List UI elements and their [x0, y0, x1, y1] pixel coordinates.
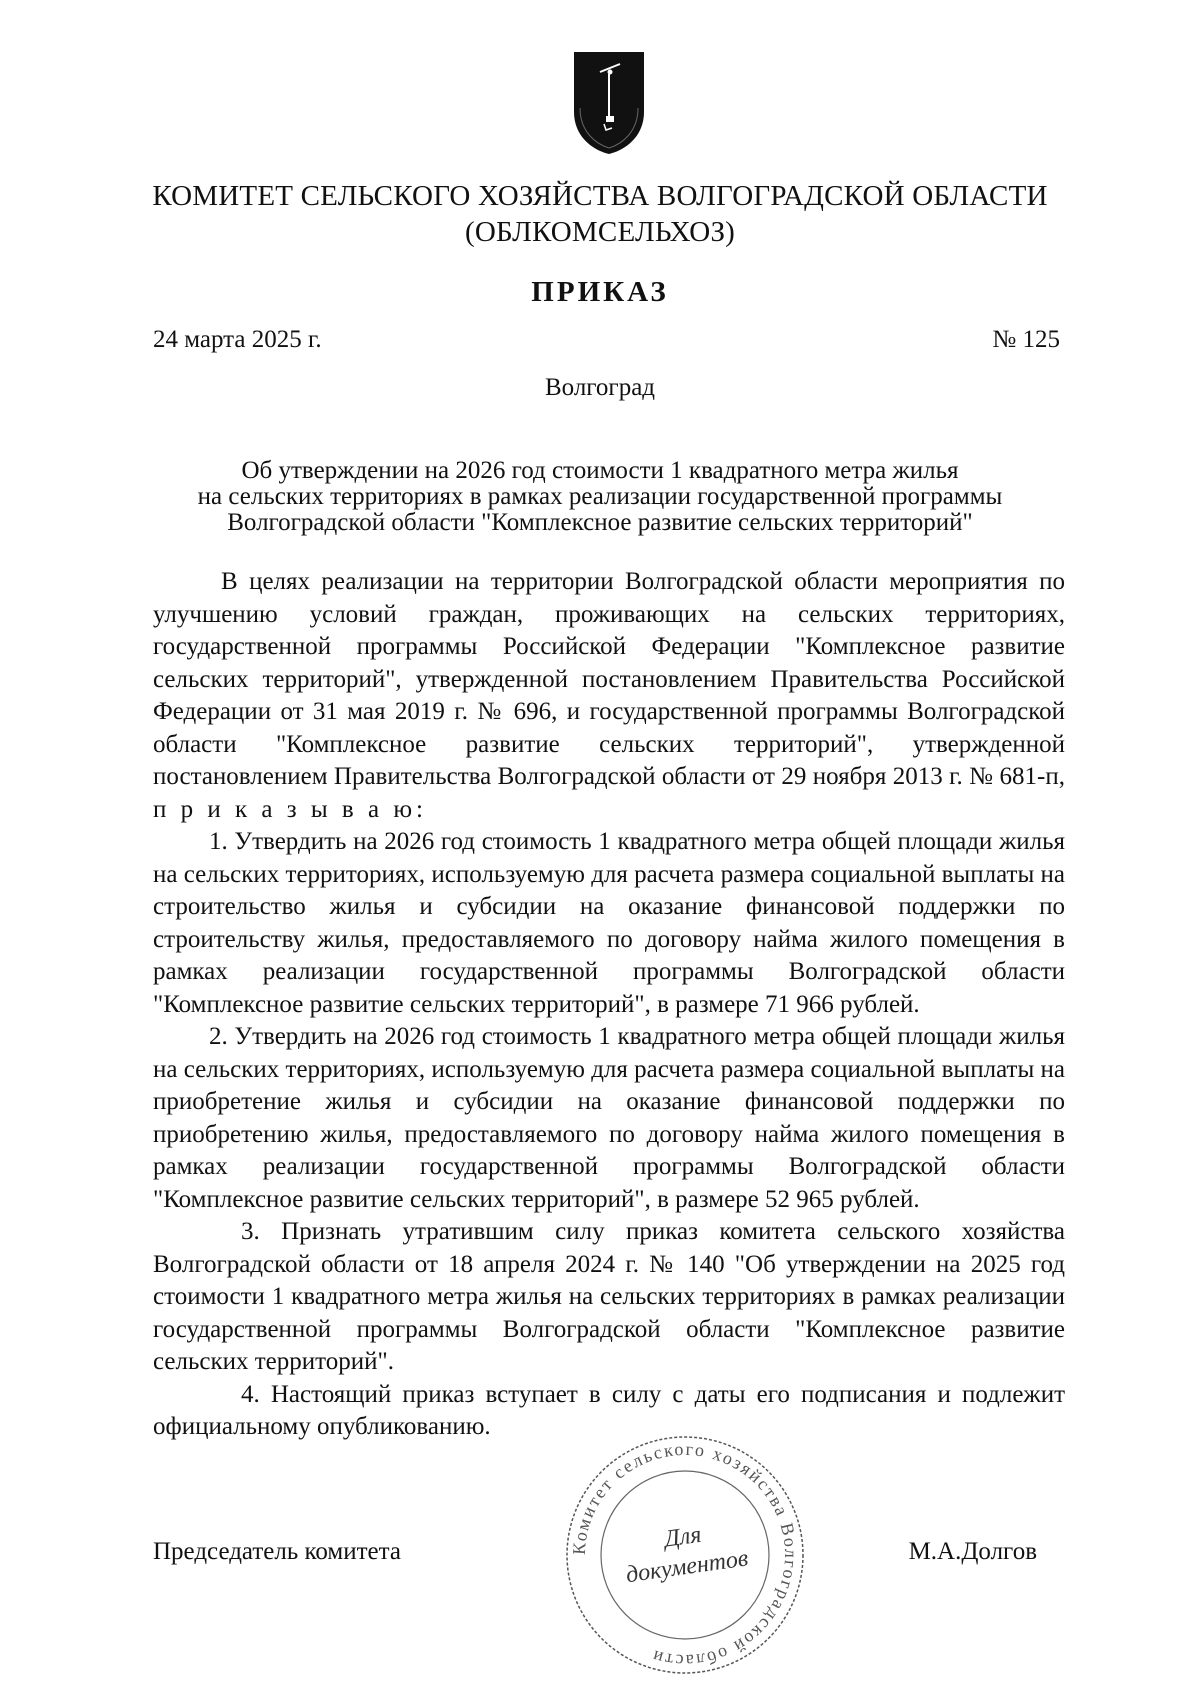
- document-body: [153, 566, 1065, 1444]
- document-date: 24 марта 2025 г.: [153, 326, 322, 353]
- document-number: № 125: [992, 326, 1060, 353]
- document-city: Волгоград: [544, 374, 656, 401]
- stamp-center-line2: документов: [624, 1545, 750, 1589]
- document-type: ПРИКАЗ: [531, 276, 669, 308]
- subject-line3: Волгоградской области "Комплексное развитие сельских территорий": [227, 509, 973, 536]
- organization-name-line1: КОМИТЕТ СЕЛЬСКОГО ХОЗЯЙСТВА ВОЛГОГРАДСКОЙ ОБЛАСТИ: [152, 180, 1048, 212]
- organization-name: [0, 178, 1200, 250]
- signatory-name: М.А.Долгов: [908, 1538, 1037, 1565]
- signatory-position: Председатель комитета: [153, 1538, 401, 1565]
- document-subject: [0, 458, 1200, 536]
- order-word: п р и к а з ы в а ю:: [153, 795, 427, 823]
- item-1-paragraph: 1. Утвердить на 2026 год стоимость 1 квадратного метра общей площади жилья на сельских территориях, используемую для расчета размера социальной выплаты на строительство жилья и субсидии на оказание финансовой поддержки по строительству жилья, предоставляемого по договору найма жилого помещения в рамках реализации государственной программы Волгоградской области "Комплексное развитие сельских территорий", в размере 71 966 рублей.: [153, 828, 1065, 1018]
- stamp-ring-text: Комитет сельского хозяйства Волгоградской области: [568, 1438, 802, 1672]
- item-2-paragraph: 2. Утвердить на 2026 год стоимость 1 квадратного метра общей площади жилья на сельских территориях, используемую для расчета размера социальной выплаты на приобретение жилья и субсидии на оказание финансовой поддержки по приобретению жилья, предоставляемого по договору найма жилого помещения в рамках реализации государственной программы Волгоградской области "Комплексное развитие сельских территорий", в размере 52 965 рублей.: [153, 1023, 1065, 1213]
- item-3-paragraph: 3. Признать утратившим силу приказ комитета сельского хозяйства Волгоградской области от 18 апреля 2024 г. № 140 "Об утверждении на 2025 год стоимости 1 квадратного метра жилья на сельских территориях в рамках реализации государственной программы Волгоградской области "Комплексное развитие сельских территорий".: [153, 1218, 1065, 1375]
- preamble-text: В целях реализации на территории Волгоградской области мероприятия по улучшению условий граждан, проживающих на сельских территориях, государственной программы Российской Федерации "Комплексное развитие сельских территорий", утвержденной постановлением Правительства Российской Федерации от 31 мая 2019 г. № 696, и государственной программы Волгоградской области "Комплексное развитие сельских территорий", утвержденной постановлением Правительства Волгоградской области от 29 ноября 2013 г. № 681-п,: [153, 568, 1065, 790]
- coat-of-arms-icon: [570, 50, 648, 156]
- subject-line1: Об утверждении на 2026 год стоимости 1 квадратного метра жилья: [241, 457, 959, 484]
- organization-name-line2: (ОБЛКОМСЕЛЬХОЗ): [464, 216, 736, 248]
- stamp-center-line1: Для: [662, 1521, 703, 1553]
- preamble-paragraph: [153, 566, 1065, 826]
- item-4-paragraph: 4. Настоящий приказ вступает в силу с даты его подписания и подлежит официальному опубликованию.: [153, 1380, 1065, 1440]
- subject-line2: на сельских территориях в рамках реализации государственной программы: [197, 483, 1003, 510]
